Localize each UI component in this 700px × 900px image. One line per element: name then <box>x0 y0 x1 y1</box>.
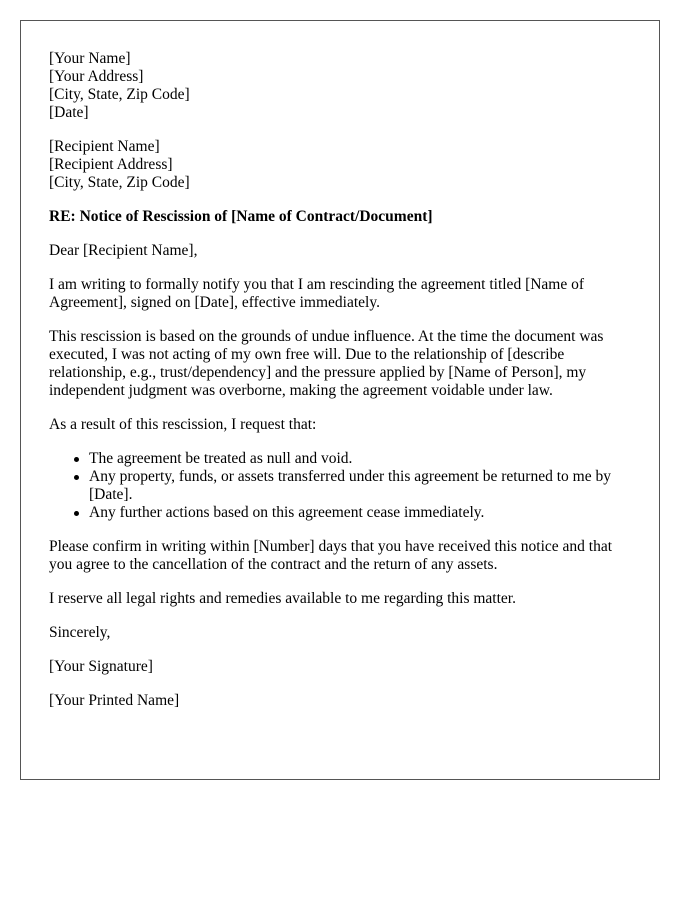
recipient-name: [Recipient Name] <box>49 138 160 155</box>
salutation: Dear [Recipient Name], <box>49 242 198 259</box>
reserve-paragraph: I reserve all legal rights and remedies available to me regarding this matter. <box>49 590 516 607</box>
letter-document <box>20 20 660 780</box>
recipient-address: [Recipient Address] <box>49 156 173 173</box>
sender-address: [Your Address] <box>49 68 144 85</box>
signature-line: [Your Signature] <box>49 658 153 675</box>
list-item: Any further actions based on this agreement cease immediately. <box>89 504 631 522</box>
recipient-city-state-zip: [City, State, Zip Code] <box>49 174 190 191</box>
list-item: Any property, funds, or assets transferred under this agreement be returned to me by [Date]. <box>89 468 631 504</box>
intro-paragraph: I am writing to formally notify you that I am rescinding the agreement titled [Name of Agreement], signed on [Date], effective immediately. <box>49 276 585 311</box>
request-intro-paragraph: As a result of this rescission, I request that: <box>49 416 317 433</box>
sender-name: [Your Name] <box>49 50 131 67</box>
printed-name-line: [Your Printed Name] <box>49 692 180 709</box>
recipient-block <box>49 138 631 192</box>
request-list <box>49 450 631 522</box>
confirm-paragraph: Please confirm in writing within [Number] days that you have received this notice and that you agree to the cancellation of the contract and the return of any assets. <box>49 538 613 573</box>
subject-line: RE: Notice of Rescission of [Name of Contract/Document] <box>49 208 433 225</box>
sign-off: Sincerely, <box>49 624 111 641</box>
sender-block <box>49 50 631 122</box>
list-item: The agreement be treated as null and void. <box>89 450 631 468</box>
grounds-paragraph: This rescission is based on the grounds of undue influence. At the time the document was executed, I was not acting of my own free will. Due to the relationship of [describe relationship, e.g., trust/dependency] and the pressure applied by [Name of Person], my independent judgment was overborne, making the agreement voidable under law. <box>49 328 604 399</box>
sender-date: [Date] <box>49 104 89 121</box>
sender-city-state-zip: [City, State, Zip Code] <box>49 86 190 103</box>
